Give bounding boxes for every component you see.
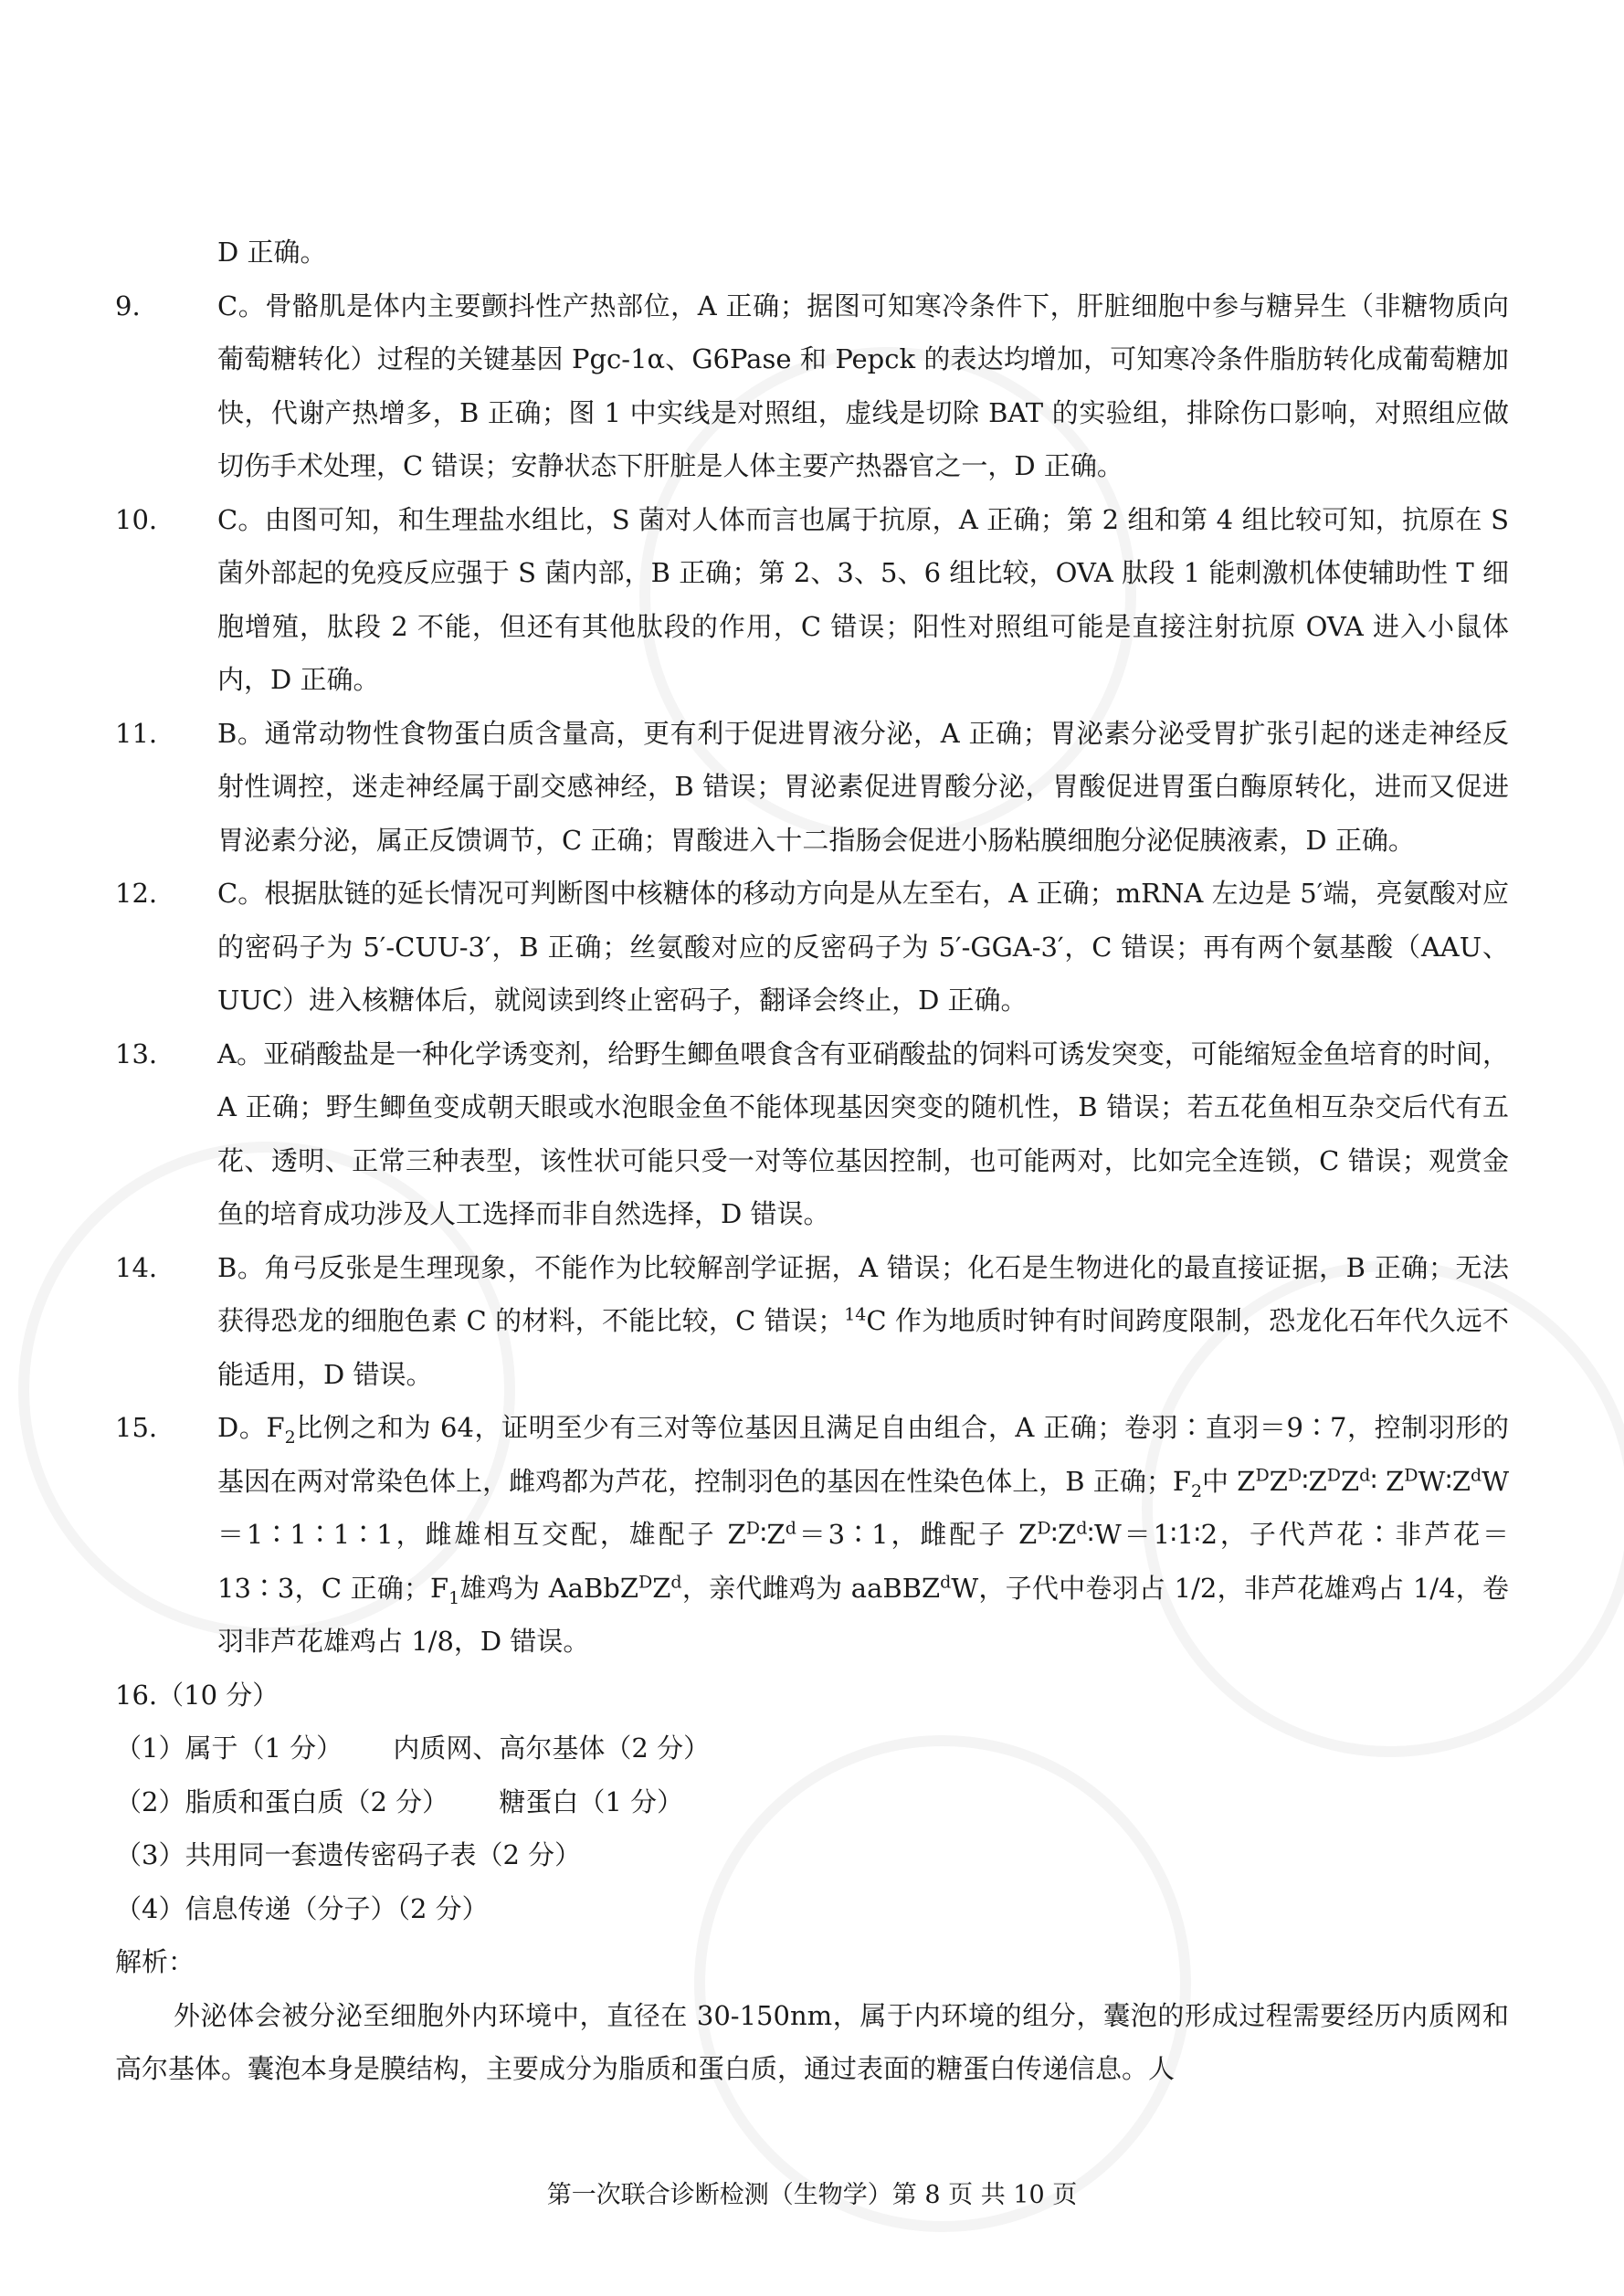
answer-16-1: （1）属于（1 分） 内质网、高尔基体（2 分） <box>115 1733 711 1764</box>
answer-item-13 <box>115 1027 1509 1241</box>
item-text: B。通常动物性食物蛋白质含量高，更有利于促进胃液分泌，A 正确；胃泌素分泌受胃扩张引起的迷走神经反射性调控，迷走神经属于副交感神经，B 错误；胃泌素促进胃酸分泌，胃酸促进胃蛋白酶原转化，进而又促进胃泌素分泌，属正反馈调节，C 正确；胃酸进入十二指肠会促进小肠粘膜细胞分泌促胰液素，D 正确。 <box>217 717 1509 856</box>
item-text: D。$F_2$比例之和为 64，证明至少有三对等位基因且满足自由组合，A 正确；卷羽∶直羽＝9∶7，控制羽形的基因在两对常染色体上，雌鸡都为芦花，控制羽色的基因在性染色体上，B 正确；$F_2$中 $Z^DZ^D∶Z^DZ^d∶$ $Z^DW∶Z^dW=1∶1∶1∶1$，雌雄相互交配，雄配子 $Z^D∶Z^d=3∶1$，雌配子 $Z^D∶Z^d∶W=1∶1∶2$，子代芦花∶非芦花＝13∶3，C 正确；$F_1$雄鸡为 $AaBbZ^DZ^d$，亲代雌鸡为 aaBBZ$^d$W，子代中卷羽占 1/2，非芦花雄鸡占 1/4，卷羽非芦花雄鸡占 1/8，D 错误。 <box>217 1412 1510 1657</box>
item-number: 12. <box>115 878 158 909</box>
item-number: 13. <box>115 1037 158 1069</box>
analysis-text: 外泌体会被分泌至细胞外内环境中，直径在 30-150nm，属于内环境的组分，囊泡的形成过程需要经历内质网和高尔基体。囊泡本身是膜结构，主要成分为脂质和蛋白质，通过表面的糖蛋白传递信息。人 <box>115 1999 1509 2084</box>
item-number: 11. <box>115 717 158 749</box>
item-text: C。骨骼肌是体内主要颤抖性产热部位，A 正确；据图可知寒冷条件下，肝脏细胞中参与糖异生（非糖物质向葡萄糖转化）过程的关键基因 Pgc-1α、G6Pase 和 Pepck 的表达均增加，可知寒冷条件脂肪转化成葡萄糖加快，代谢产热增多，B 正确；图 1 中实线是对照组，虚线是切除 BAT 的实验组，排除伤口影响，对照组应做切伤手术处理，C 错误；安静状态下肝脏是人体主要产热器官之一，D 正确。 <box>217 290 1509 481</box>
item-number: 14. <box>115 1251 158 1283</box>
answer-item-10 <box>115 493 1509 707</box>
item-text: C。由图可知，和生理盐水组比，S 菌对人体而言也属于抗原，A 正确；第 2 组和第 4 组比较可知，抗原在 S 菌外部起的免疫反应强于 S 菌内部，B 正确；第 2、3、5、6 组比较，OVA 肽段 1 能刺激机体使辅助性 T 细胞增殖，肽段 2 不能，但还有其他肽段的作用，C 错误；阳性对照组可能是直接注射抗原 OVA 进入小鼠体内，D 正确。 <box>217 503 1509 695</box>
answer-16-3: （3）共用同一套遗传密码子表（2 分） <box>115 1839 582 1870</box>
item-number: 9. <box>115 290 141 321</box>
answer-item-12 <box>115 867 1509 1027</box>
answer-item-11 <box>115 707 1509 868</box>
item-text: A。亚硝酸盐是一种化学诱变剂，给野生鲫鱼喂食含有亚硝酸盐的饲料可诱发突变，可能缩短金鱼培育的时间，A 正确；野生鲫鱼变成朝天眼或水泡眼金鱼不能体现基因突变的随机性，B 错误；若五花鱼相互杂交后代有五花、透明、正常三种表型，该性状可能只受一对等位基因控制，也可能两对，比如完全连锁，C 错误；观赏金鱼的培育成功涉及人工选择而非自然选择，D 错误。 <box>217 1037 1509 1229</box>
item-text: C。根据肽链的延长情况可判断图中核糖体的移动方向是从左至右，A 正确；mRNA 左边是 5′端，亮氨酸对应的密码子为 5′-CUU-3′，B 正确；丝氨酸对应的反密码子为 5′-GGA-3′，C 错误；再有两个氨基酸（AAU、UUC）进入核糖体后，就阅读到终止密码子，翻译会终止，D 正确。 <box>217 878 1509 1016</box>
item-text: B。角弓反张是生理现象，不能作为比较解剖学证据，A 错误；化石是生物进化的最直接证据，B 正确；无法获得恐龙的细胞色素 C 的材料，不能比较，C 错误；$^{14}$C 作为地质时钟有时间跨度限制，恐龙化石年代久远不能适用，D 错误。 <box>217 1251 1509 1390</box>
item-number: 10. <box>115 503 158 535</box>
answer-item-14 <box>115 1241 1509 1402</box>
answer-item-9 <box>115 279 1509 493</box>
item-number: 15. <box>115 1412 158 1443</box>
answer-content <box>115 226 1509 2096</box>
answer-16-4: （4）信息传递（分子）（2 分） <box>115 1892 489 1924</box>
q8-tail: D 正确。 <box>217 237 327 268</box>
analysis-label: 解析： <box>115 1946 195 1977</box>
answer-item-15 <box>115 1401 1509 1669</box>
answer-16-2: （2）脂质和蛋白质（2 分） 糖蛋白（1 分） <box>115 1785 684 1817</box>
page-footer: 第一次联合诊断检测（生物学）第 8 页 共 10 页 <box>546 2181 1078 2209</box>
question-16-heading: 16.（10 分） <box>115 1679 279 1711</box>
